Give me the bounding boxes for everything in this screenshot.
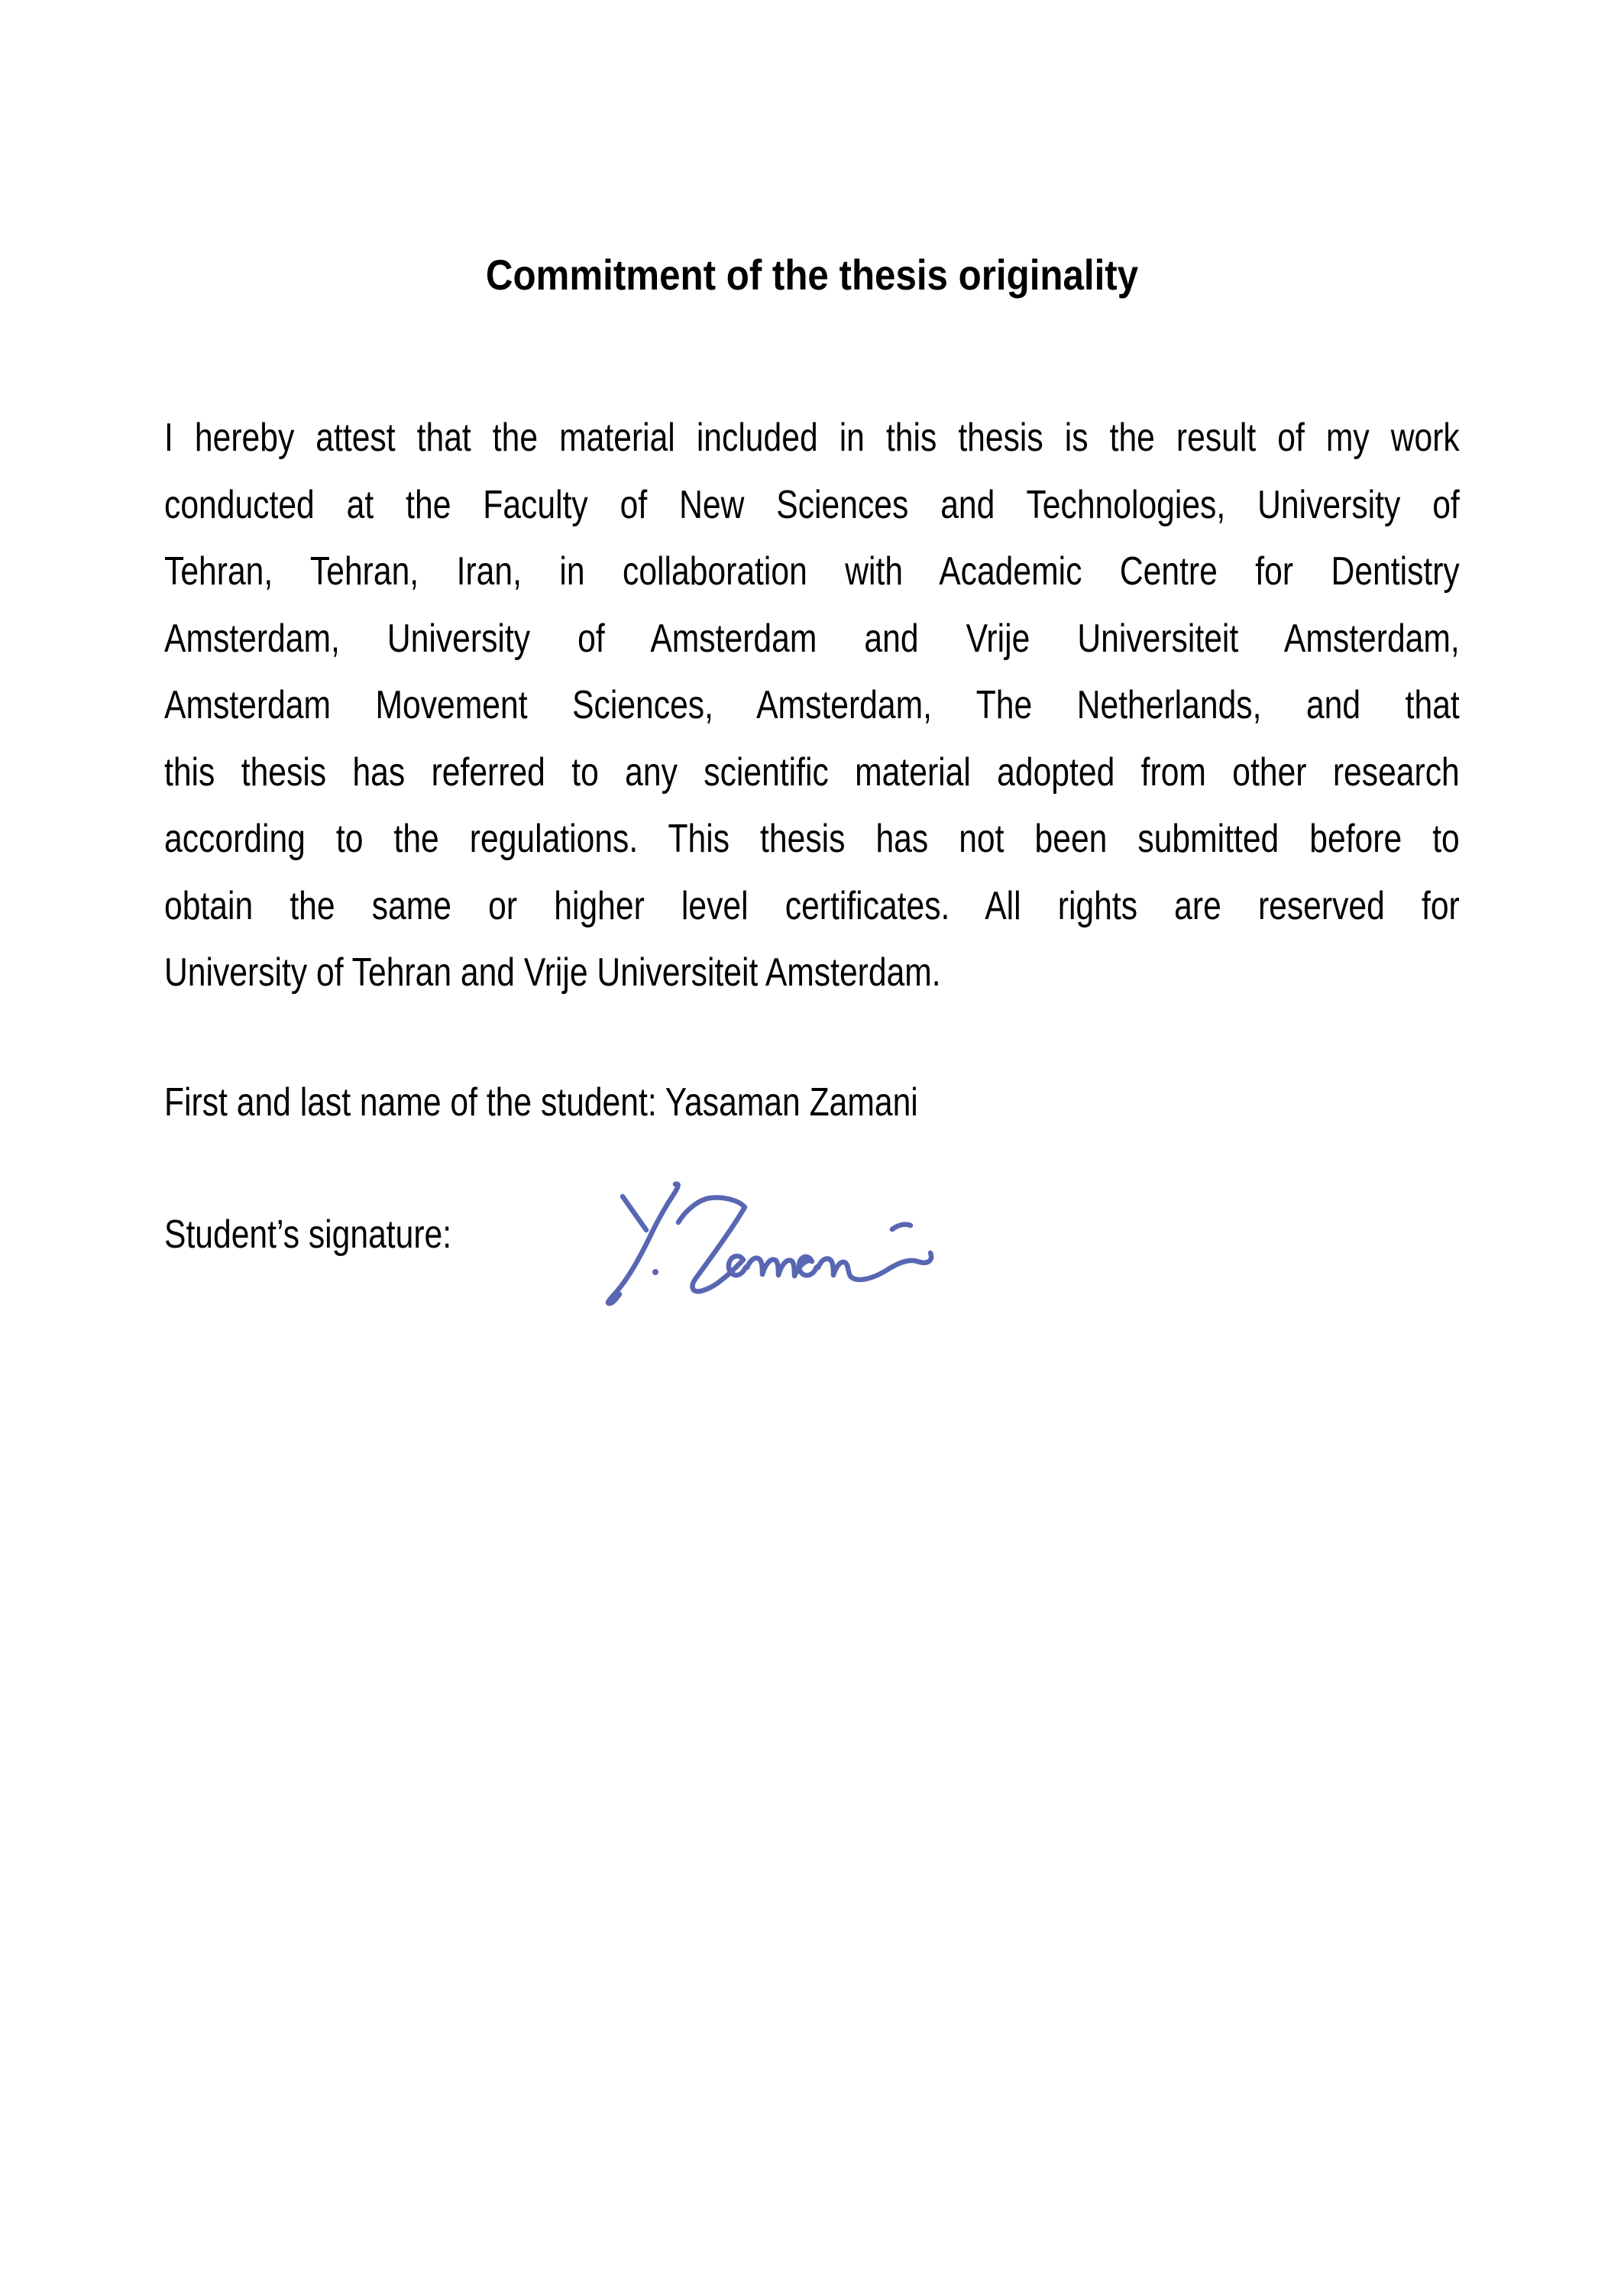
signature-stroke [608,1184,678,1303]
paragraph-line: Amsterdam, University of Amsterdam and Vrije Universiteit Amsterdam, [164,616,1460,661]
signature-stroke [678,1198,931,1292]
paragraph-line: this thesis has referred to any scientific material adopted from other research [164,749,1460,795]
paragraph-line: I hereby attest that the material included in this thesis is the result of my work [164,416,1460,460]
paragraph-line: conducted at the Faculty of New Sciences and Technologies, University of [164,482,1460,527]
paragraph-line: according to the regulations. This thesis has not been submitted before to [164,817,1460,861]
signature-ink-image [588,1167,955,1343]
student-signature [588,1167,955,1343]
paragraph-line: obtain the same or higher level certificates. All rights are reserved for [164,883,1460,928]
signature-stroke [623,1196,646,1230]
page-title: Commitment of the thesis originality [485,251,1139,299]
signature-label: Student’s signature: [164,1212,452,1257]
paragraph-line: Tehran, Tehran, Iran, in collaboration with Academic Centre for Dentistry [164,549,1460,594]
paragraph-line: University of Tehran and Vrije Universiteit Amsterdam. [164,950,941,995]
paragraph-line: Amsterdam Movement Sciences, Amsterdam, The Netherlands, and that [164,683,1460,727]
signature-stroke [892,1225,911,1229]
student-name-line: First and last name of the student: Yasaman Zamani [164,1080,918,1125]
signature-dot [652,1269,658,1275]
commitment-paragraph [164,405,1624,1007]
